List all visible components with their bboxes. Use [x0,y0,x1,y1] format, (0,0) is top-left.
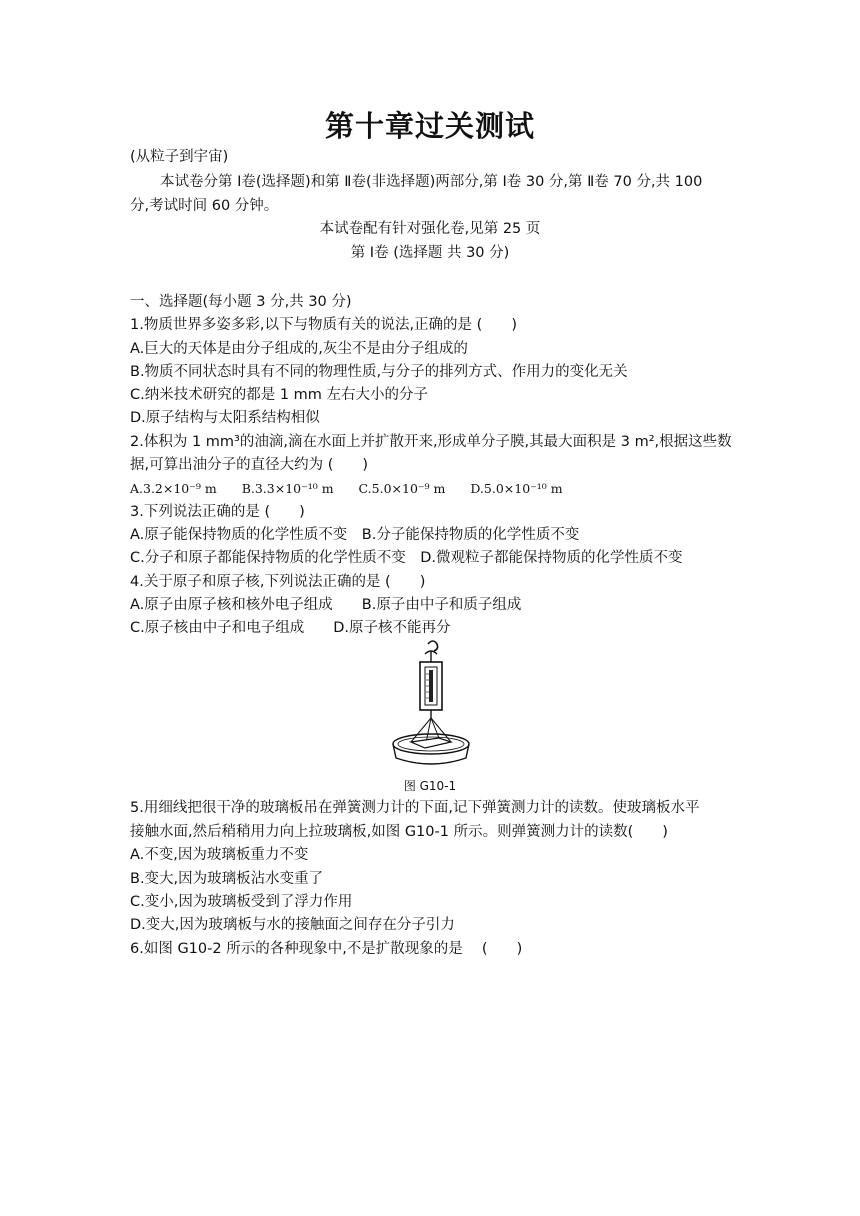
spring-scale-figure [385,640,485,775]
part-heading: 第 Ⅰ卷 (选择题 共 30 分) [350,245,510,261]
question-3-stem: 3.下列说法正确的是 ( ) [130,504,305,520]
page-title: 第十章过关测试 [324,109,535,143]
question-1-option-a: A.巨大的天体是由分子组成的,灰尘不是由分子组成的 [130,341,468,357]
question-1-option-b: B.物质不同状态时具有不同的物理性质,与分子的排列方式、作用力的变化无关 [130,364,628,380]
question-5-option-a: A.不变,因为玻璃板重力不变 [130,847,309,863]
section-heading: 一、选择题(每小题 3 分,共 30 分) [130,294,352,310]
question-5-option-b: B.变大,因为玻璃板沾水变重了 [130,871,324,887]
question-4-stem: 4.关于原子和原子核,下列说法正确的是 ( ) [130,574,426,590]
figure-caption: 图 G10-1 [403,779,457,793]
question-2-options: A.3.2×10⁻⁹ m B.3.3×10⁻¹⁰ m C.5.0×10⁻⁹ m D.5.0×10⁻¹⁰ m [130,481,563,496]
practice-note: 本试卷配有针对强化卷,见第 25 页 [319,221,541,237]
question-2-stem-line-1: 2.体积为 1 mm³的油滴,滴在水面上并扩散开来,形成单分子膜,其最大面积是 3 m²,根据这些数 [130,434,732,450]
intro-line-1: 本试卷分第 Ⅰ卷(选择题)和第 Ⅱ卷(非选择题)两部分,第 Ⅰ卷 30 分,第 Ⅱ卷 70 分,共 100 [160,174,703,190]
intro-line-2: 分,考试时间 60 分钟。 [130,198,279,214]
question-5-stem-line-1: 5.用细线把很干净的玻璃板吊在弹簧测力计的下面,记下弹簧测力计的读数。使玻璃板水平 [130,800,700,816]
question-2-stem-line-2: 据,可算出油分子的直径大约为 ( ) [130,457,369,473]
question-5-option-d: D.变大,因为玻璃板与水的接触面之间存在分子引力 [130,917,455,933]
question-4-options-row-2: C.原子核由中子和电子组成 D.原子核不能再分 [130,620,451,636]
subtitle: (从粒子到宇宙) [130,149,229,165]
question-6-stem: 6.如图 G10-2 所示的各种现象中,不是扩散现象的是 ( ) [130,941,523,957]
question-5-option-c: C.变小,因为玻璃板受到了浮力作用 [130,894,353,910]
question-3-options-row-1: A.原子能保持物质的化学性质不变 B.分子能保持物质的化学性质不变 [130,527,580,543]
question-1-option-c: C.纳米技术研究的都是 1 mm 左右大小的分子 [130,387,429,403]
question-3-options-row-2: C.分子和原子都能保持物质的化学性质不变 D.微观粒子都能保持物质的化学性质不变 [130,550,683,566]
question-5-stem-line-2: 接触水面,然后稍稍用力向上拉玻璃板,如图 G10-1 所示。则弹簧测力计的读数( ) [130,824,668,840]
question-1-stem: 1.物质世界多姿多彩,以下与物质有关的说法,正确的是 ( ) [130,317,517,333]
question-4-options-row-1: A.原子由原子核和核外电子组成 B.原子由中子和质子组成 [130,597,522,613]
question-1-option-d: D.原子结构与太阳系结构相似 [130,410,320,426]
